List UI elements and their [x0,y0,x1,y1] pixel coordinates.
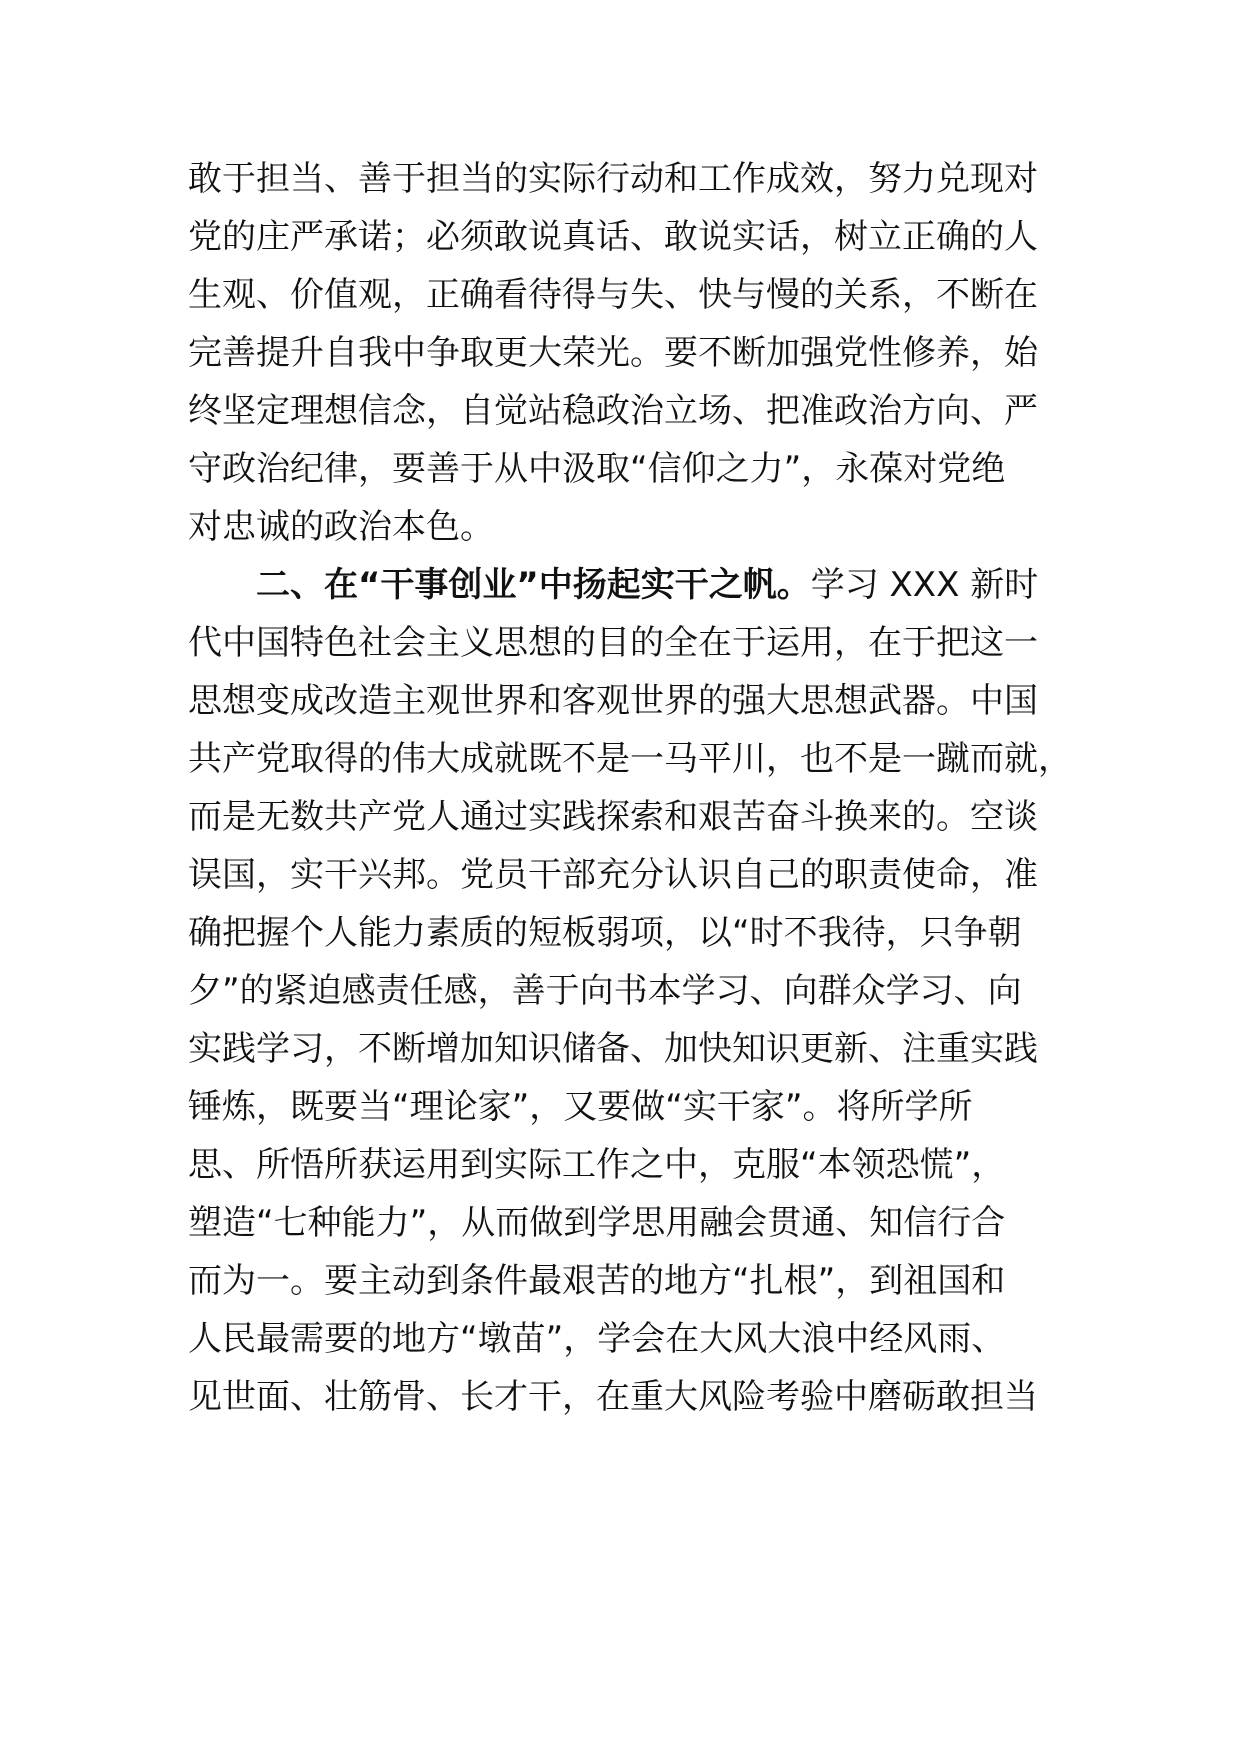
paragraph-line: 而为一。要主动到条件最艰苦的地方“扎根”，到祖国和 [188,1261,1006,1301]
paragraph-line: 塑造“七种能力”，从而做到学思用融会贯通、知信行合 [188,1203,1006,1243]
paragraph-line: 对忠诚的政治本色。 [188,507,494,547]
paragraph-line: 完善提升自我中争取更大荣光。要不断加强党性修养，始 [188,333,1038,373]
paragraph-line: 代中国特色社会主义思想的目的全在于运用，在于把这一 [188,623,1038,663]
paragraph-line: 夕”的紧迫感责任感，善于向书本学习、向群众学习、向 [188,971,1022,1011]
paragraph-line: 思想变成改造主观世界和客观世界的强大思想武器。中国 [188,681,1038,721]
paragraph-line: 人民最需要的地方“墩苗”，学会在大风大浪中经风雨、 [188,1319,1006,1359]
paragraph-line: 生观、价值观，正确看待得与失、快与慢的关系，不断在 [188,275,1038,315]
paragraph-line: 实践学习，不断增加知识储备、加快知识更新、注重实践 [188,1029,1038,1069]
paragraph-line: 锤炼，既要当“理论家”，又要做“实干家”。将所学所 [188,1087,973,1127]
section-heading: 二、在“干事创业”中扬起实干之帆。 [256,565,811,605]
paragraph-line: 误国，实干兴邦。党员干部充分认识自己的职责使命，准 [188,855,1038,895]
section-2-first-line-text: 学习 XXX 新时 [810,565,1039,605]
paragraph-line: 守政治纪律，要善于从中汲取“信仰之力”，永葆对党绝 [188,449,1006,489]
paragraph-line: 见世面、壮筋骨、长才干，在重大风险考验中磨砺敢担当 [188,1377,1038,1417]
paragraph-line: 确把握个人能力素质的短板弱项，以“时不我待，只争朝 [188,913,1022,953]
paragraph-line: 终坚定理想信念，自觉站稳政治立场、把准政治方向、严 [188,391,1038,431]
paragraph-line: 思、所悟所获运用到实际工作之中，克服“本领恐慌”， [188,1145,1006,1185]
section-2-first-line [256,552,1038,618]
paragraph-line: 敢于担当、善于担当的实际行动和工作成效，努力兑现对 [188,159,1038,199]
paragraph-line: 党的庄严承诺；必须敢说真话、敢说实话，树立正确的人 [188,217,1038,257]
paragraph-line: 共产党取得的伟大成就既不是一马平川，也不是一蹴而就， [188,739,1072,779]
paragraph-line: 而是无数共产党人通过实践探索和艰苦奋斗换来的。空谈 [188,797,1038,837]
